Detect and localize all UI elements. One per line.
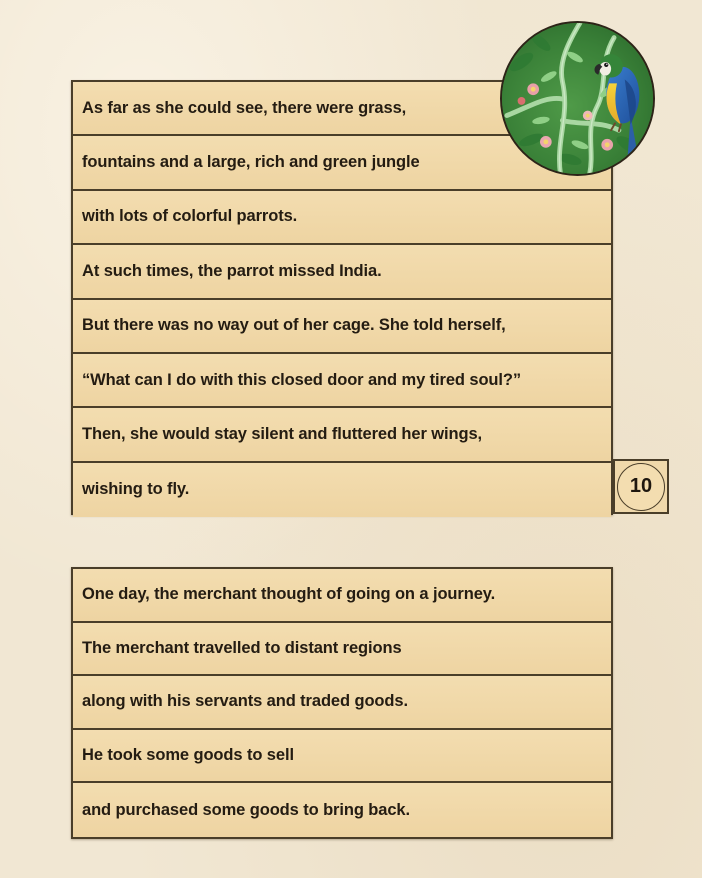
text-line-content: The merchant travelled to distant regions — [82, 638, 402, 657]
text-line-content: At such times, the parrot missed India. — [82, 261, 382, 280]
page-number: 10 — [617, 463, 665, 511]
text-line-content: Then, she would stay silent and fluttered her wings, — [82, 425, 483, 444]
passage-table-2 — [71, 567, 613, 839]
text-line-content: and purchased some goods to bring back. — [82, 800, 410, 819]
parrot-icon — [502, 23, 653, 174]
text-line-content: One day, the merchant thought of going on a journey. — [82, 585, 496, 604]
text-line — [73, 354, 611, 408]
page-number-box — [613, 459, 669, 514]
text-line — [73, 623, 611, 677]
text-line — [73, 245, 611, 299]
text-line — [73, 569, 611, 623]
text-line-content: with lots of colorful parrots. — [82, 207, 298, 226]
text-line — [73, 676, 611, 730]
parrot-illustration — [500, 21, 655, 176]
text-line — [73, 730, 611, 784]
text-line — [73, 191, 611, 245]
text-line-content: As far as she could see, there were grass, — [82, 98, 407, 117]
text-line-content: “What can I do with this closed door and my tired soul?” — [82, 370, 522, 389]
text-line-content: fountains and a large, rich and green jungle — [82, 153, 420, 172]
text-line-content: He took some goods to sell — [82, 746, 294, 765]
text-line — [73, 783, 611, 837]
text-line-content: But there was no way out of her cage. She told herself, — [82, 316, 506, 335]
text-line — [73, 463, 611, 517]
text-line — [73, 300, 611, 354]
text-line — [73, 408, 611, 462]
text-line-content: along with his servants and traded goods. — [82, 692, 408, 711]
text-line-content: wishing to fly. — [82, 480, 190, 499]
